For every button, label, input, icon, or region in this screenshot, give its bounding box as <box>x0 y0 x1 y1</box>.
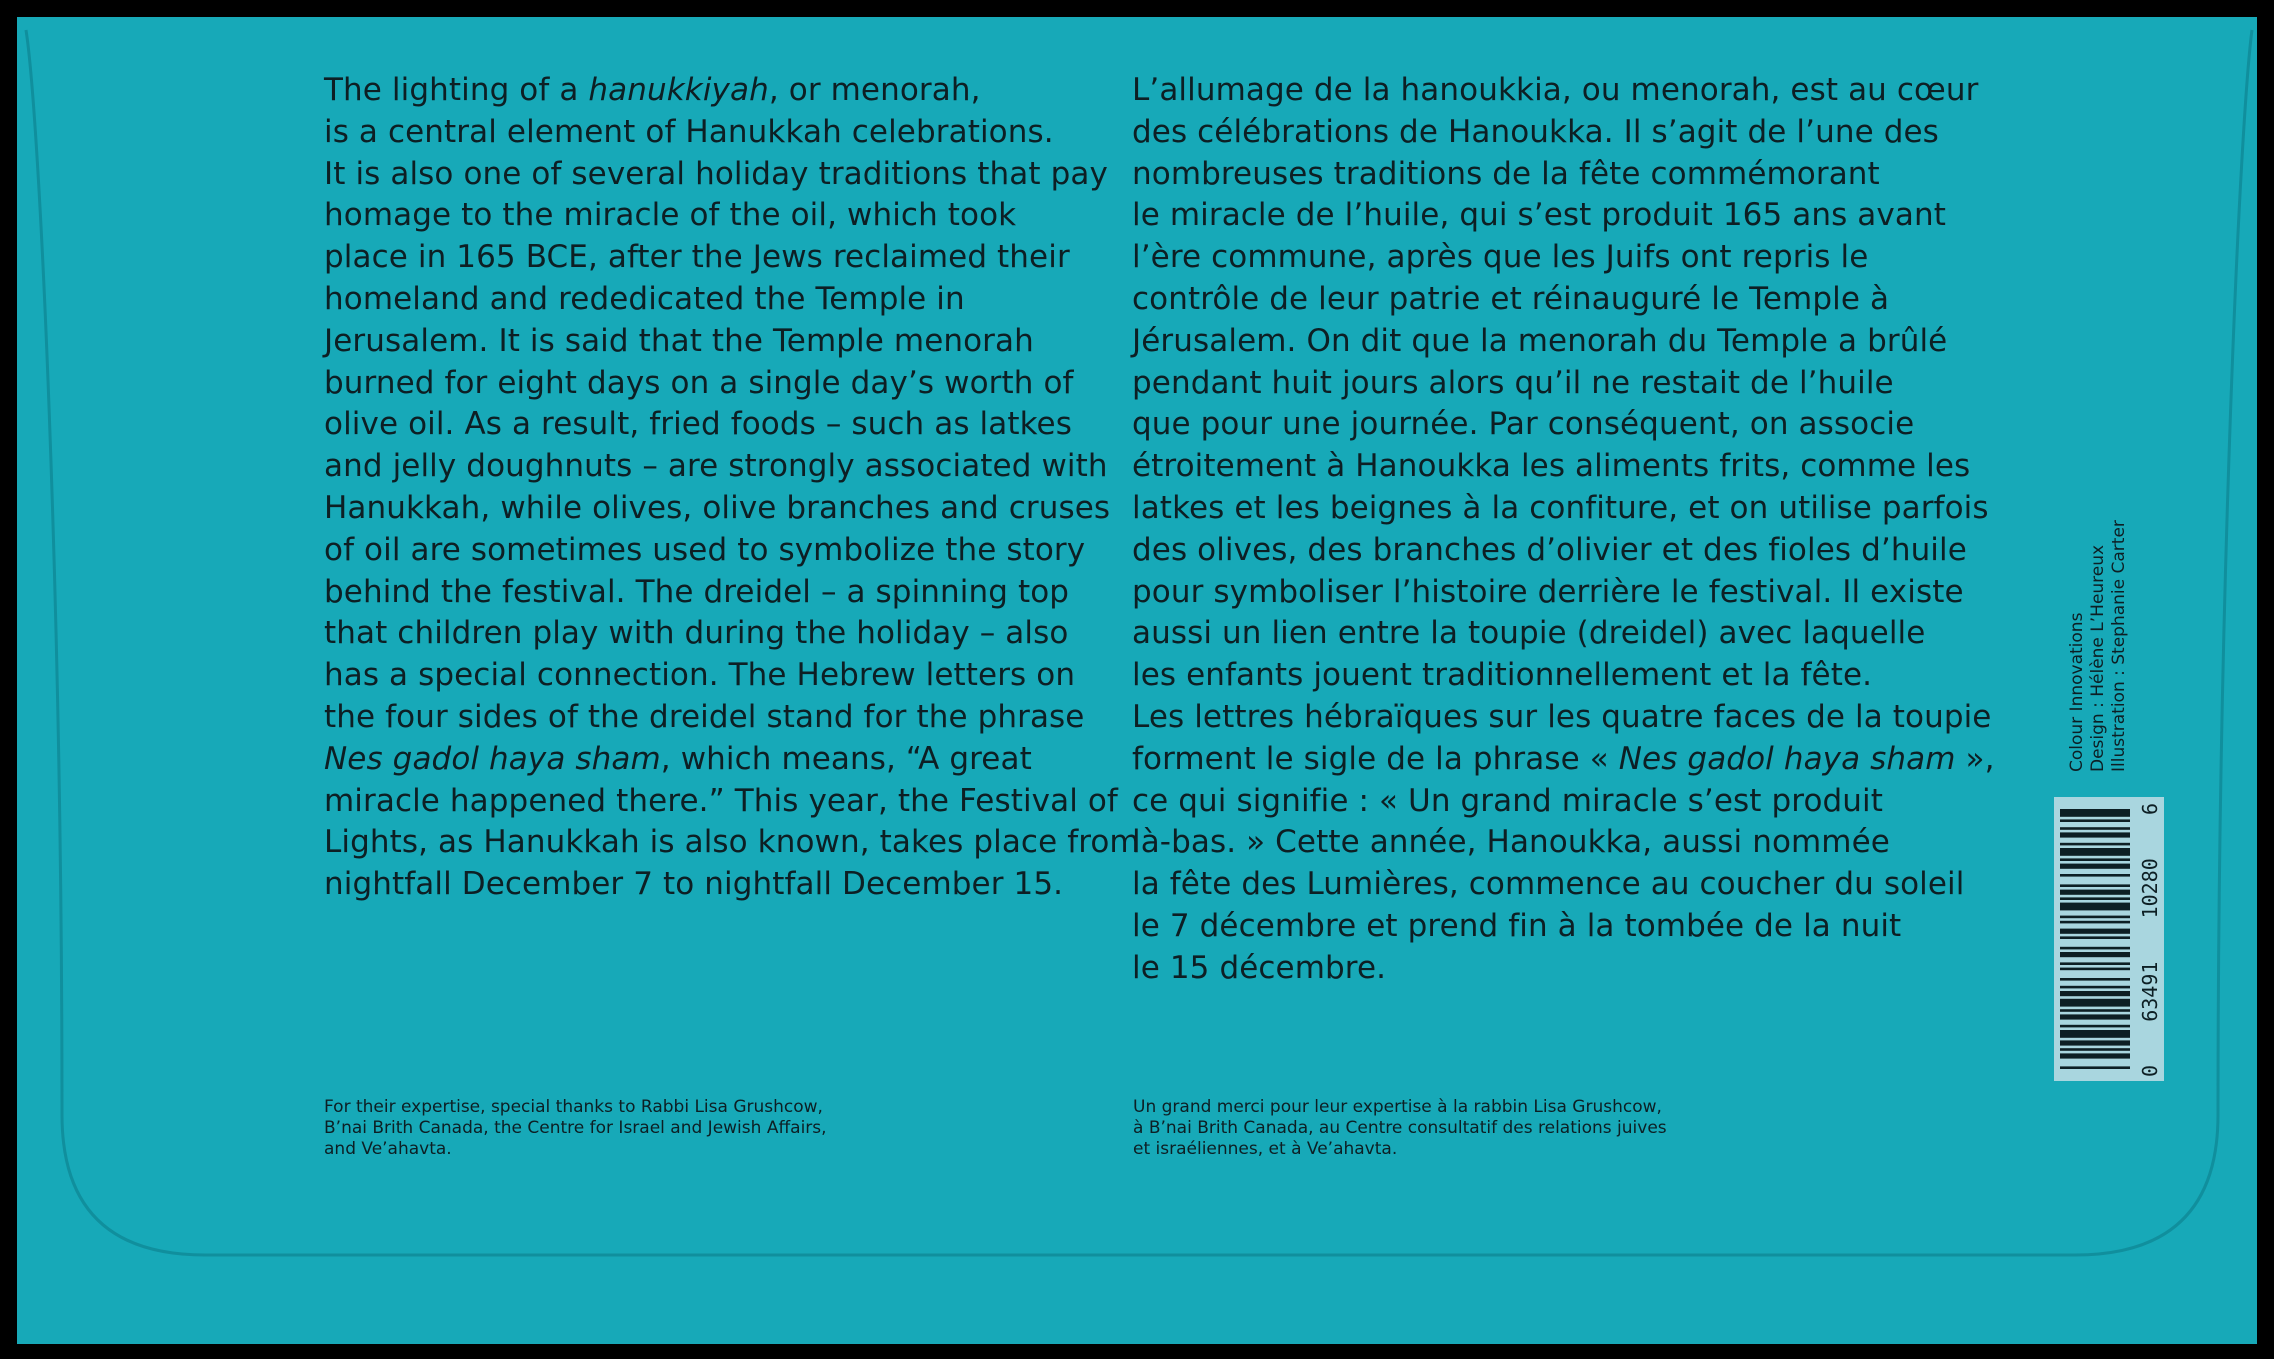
text-segment: and jelly doughnuts – are strongly associated with <box>324 448 1108 485</box>
body-text-line <box>324 530 1104 572</box>
barcode-bar <box>2060 858 2130 861</box>
body-text-line <box>1132 154 1952 196</box>
body-text-line <box>324 195 1104 237</box>
barcode-digit-group: 0 <box>2138 1064 2162 1077</box>
body-text-line <box>1132 237 1952 279</box>
body-text-line <box>1132 739 1995 781</box>
text-segment: étroitement à Hanoukka les aliments frits, comme les <box>1132 448 1971 485</box>
body-text-line <box>1132 781 1952 823</box>
barcode-bar <box>2060 832 2130 837</box>
body-text-line <box>324 739 1104 781</box>
text-segment: olive oil. As a result, fried foods – such as latkes <box>324 406 1072 443</box>
text-segment: nightfall December 7 to nightfall December 15. <box>324 866 1064 903</box>
text-segment: has a special connection. The Hebrew letters on <box>324 657 1076 694</box>
body-text-line <box>324 279 1104 321</box>
body-text-line <box>324 864 1104 906</box>
italic-phrase: Nes gadol haya sham <box>324 740 661 777</box>
barcode-bar <box>2060 874 2130 877</box>
text-segment: pour symboliser l’histoire derrière le festival. Il existe <box>1132 573 1964 610</box>
body-text-line <box>1132 530 1967 572</box>
text-segment: It is also one of several holiday traditions that pay <box>324 155 1108 192</box>
body-text-line <box>324 154 1108 196</box>
barcode-bar <box>2060 864 2130 869</box>
body-text-line <box>324 488 1111 530</box>
body-text-line <box>1132 70 1979 112</box>
text-segment: la fête des Lumières, commence au coucher du soleil <box>1132 866 1965 903</box>
text-segment: Lights, as Hanukkah is also known, takes place from <box>324 824 1140 861</box>
text-segment: forment le sigle de la phrase « <box>1132 740 1619 777</box>
italic-phrase: Nes gadol haya sham <box>1618 740 1956 777</box>
text-segment: des célébrations de Hanoukka. Il s’agit de l’une des <box>1132 113 1939 150</box>
barcode-bar <box>2060 884 2130 887</box>
text-segment: Jerusalem. It is said that the Temple menorah <box>324 322 1034 359</box>
acknowledgement-line: For their expertise, special thanks to Rabbi Lisa Grushcow, <box>324 1097 823 1117</box>
text-segment: that children play with during the holiday – also <box>324 615 1069 652</box>
barcode-bar <box>2060 1048 2130 1051</box>
barcode-bar <box>2060 827 2130 830</box>
body-text-line <box>324 613 1104 655</box>
barcode-digit-group: 63491 <box>2138 961 2162 1022</box>
text-segment: que pour une journée. Par conséquent, on associe <box>1132 406 1915 443</box>
barcode-bar <box>2060 1009 2130 1012</box>
text-segment: the four sides of the dreidel stand for the phrase <box>324 698 1085 735</box>
text-segment: miracle happened there.” This year, the Festival of <box>324 782 1118 819</box>
body-text-line <box>324 822 1140 864</box>
body-text-line <box>324 112 1104 154</box>
barcode-bar <box>2060 962 2130 965</box>
credit-illustration: Illustration : Stephanie Carter <box>2109 520 2129 772</box>
text-segment: le 15 décembre. <box>1132 949 1387 986</box>
barcode-bar <box>2060 903 2130 911</box>
barcode-bar <box>2060 809 2130 817</box>
text-segment: , or menorah, <box>768 72 981 108</box>
acknowledgement-line: Un grand merci pour leur expertise à la rabbin Lisa Grushcow, <box>1133 1097 1662 1117</box>
acknowledgement-line: B’nai Brith Canada, the Centre for Israel and Jewish Affairs, <box>324 1118 827 1138</box>
body-text-line <box>1132 404 1952 446</box>
text-segment: Les lettres hébraïques sur les quatre faces de la toupie <box>1132 698 1992 735</box>
barcode-bar <box>2060 921 2130 924</box>
barcode-bar <box>2060 936 2130 939</box>
text-segment: contrôle de leur patrie et réinauguré le Temple à <box>1132 280 1890 317</box>
body-text-line <box>1132 363 1952 405</box>
body-text-line <box>324 697 1104 739</box>
barcode-bar <box>2060 1066 2130 1069</box>
text-segment: homage to the miracle of the oil, which took <box>324 197 1017 234</box>
body-text-line <box>1132 906 1952 948</box>
body-text-line <box>324 321 1104 363</box>
english-acknowledgements <box>324 1097 827 1160</box>
acknowledgement-line: à B’nai Brith Canada, au Centre consultatif des relations juives <box>1133 1118 1667 1138</box>
body-text-line <box>1132 321 1952 363</box>
french-body-text <box>1132 70 1995 990</box>
barcode-digit-group: 10280 <box>2138 858 2162 919</box>
text-segment: », <box>1955 740 1995 777</box>
body-text-line <box>324 655 1104 697</box>
body-text-line <box>1132 112 1952 154</box>
barcode-bar <box>2060 1053 2130 1058</box>
body-text-line <box>324 781 1118 823</box>
text-segment: of oil are sometimes used to symbolize the story <box>324 531 1086 568</box>
text-segment: aussi un lien entre la toupie (dreidel) avec laquelle <box>1132 615 1926 652</box>
text-segment: ce qui signifie : « Un grand miracle s’est produit <box>1132 782 1883 819</box>
body-text-line <box>324 572 1104 614</box>
text-segment: homeland and rededicated the Temple in <box>324 280 965 317</box>
barcode-bar <box>2060 819 2130 822</box>
text-segment: le 7 décembre et prend fin à la tombée de la nuit <box>1132 907 1902 944</box>
text-segment: nombreuses traditions de la fête commémorant <box>1132 155 1880 192</box>
barcode-bar <box>2060 848 2130 856</box>
text-segment: behind the festival. The dreidel – a spinning top <box>324 573 1070 610</box>
body-text-line <box>324 446 1108 488</box>
text-segment: Hanukkah, while olives, olive branches and cruses <box>324 489 1111 526</box>
barcode-bar <box>2060 916 2130 919</box>
text-segment: les enfants jouent traditionnellement et la fête. <box>1132 657 1873 694</box>
barcode-bar <box>2060 968 2130 971</box>
body-text-line <box>1132 864 1965 906</box>
barcode-bar <box>2060 991 2130 996</box>
text-segment: place in 165 BCE, after the Jews reclaimed their <box>324 239 1070 276</box>
body-text-line <box>1132 948 1952 990</box>
body-text-line <box>1132 572 1964 614</box>
body-text-line <box>324 363 1104 405</box>
body-text-line <box>1132 195 1952 237</box>
body-text-line <box>1132 488 1989 530</box>
text-segment: Jérusalem. On dit que la menorah du Temple a brûlé <box>1132 322 1948 359</box>
barcode-bar <box>2060 986 2130 989</box>
barcode-digit-group: 6 <box>2138 803 2162 816</box>
credit-printer: Colour Innovations <box>2067 612 2087 772</box>
french-acknowledgements <box>1133 1097 1667 1160</box>
barcode-bar <box>2060 929 2130 934</box>
body-text-line <box>1132 655 1952 697</box>
text-segment: latkes et les beignes à la confiture, et on utilise parfois <box>1132 489 1989 526</box>
body-text-line <box>324 404 1104 446</box>
text-segment: is a central element of Hanukkah celebrations. <box>324 113 1054 150</box>
barcode-bar <box>2060 1025 2130 1028</box>
body-text-line <box>1132 613 1952 655</box>
text-segment: là-bas. » Cette année, Hanoukka, aussi nommée <box>1132 824 1890 861</box>
acknowledgement-line: and Ve’ahavta. <box>324 1139 452 1159</box>
acknowledgement-line: et israéliennes, et à Ve’ahavta. <box>1133 1139 1398 1159</box>
text-segment: , which means, “A great <box>660 740 1032 777</box>
text-segment: le miracle de l’huile, qui s’est produit 165 ans avant <box>1132 197 1946 234</box>
barcode-bar <box>2060 843 2130 846</box>
body-text-line <box>1132 446 1971 488</box>
barcode-bar <box>2060 1040 2130 1045</box>
body-text-line <box>324 237 1104 279</box>
barcode-bar <box>2060 978 2130 981</box>
body-text-line <box>1132 697 1992 739</box>
barcode-bar <box>2060 999 2130 1007</box>
credit-design: Design : Hélène L’Heureux <box>2088 544 2108 772</box>
barcode-bar <box>2060 947 2130 950</box>
body-text-line <box>1132 279 1952 321</box>
text-segment: The lighting of a <box>324 72 589 108</box>
barcode-bar <box>2060 890 2130 895</box>
body-text-line <box>1132 822 1952 864</box>
english-body-text <box>324 70 1140 906</box>
text-segment: burned for eight days on a single day’s worth of <box>324 364 1074 401</box>
italic-phrase: hanukkiyah <box>588 72 769 108</box>
barcode-bar <box>2060 897 2130 900</box>
text-segment: L’allumage de la hanoukkia, ou menorah, est au cœur <box>1132 72 1979 108</box>
text-segment: pendant huit jours alors qu’il ne restait de l’huile <box>1132 364 1894 401</box>
barcode-bar <box>2060 1014 2130 1019</box>
text-segment: l’ère commune, après que les Juifs ont repris le <box>1132 239 1869 276</box>
barcode-bar <box>2060 1030 2130 1038</box>
barcode-bar <box>2060 952 2130 957</box>
body-text-line <box>324 70 1104 112</box>
text-segment: des olives, des branches d’olivier et des fioles d’huile <box>1132 531 1967 568</box>
